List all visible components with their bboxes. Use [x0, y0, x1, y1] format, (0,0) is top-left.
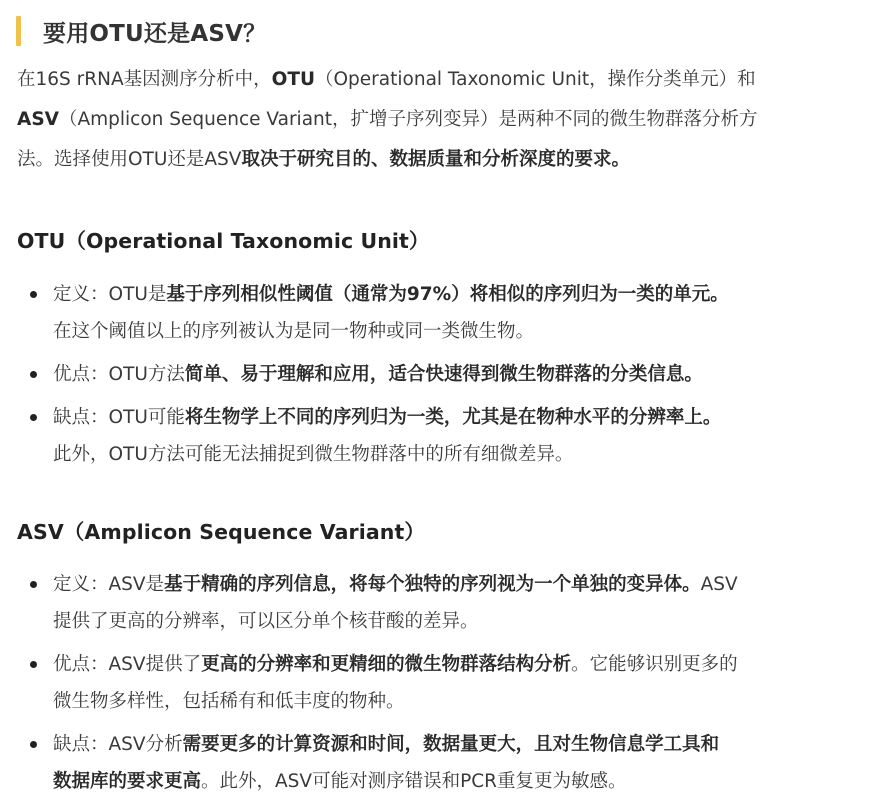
intro-text: （Operational Taxonomic Unit，操作分类单元）和 — [315, 69, 756, 90]
item-label: 优点： — [53, 364, 109, 385]
bullet-icon — [30, 371, 37, 378]
section-heading — [16, 12, 266, 50]
intro-paragraph — [17, 60, 867, 180]
item-text: 。它能够识别更多的 — [571, 654, 738, 675]
item-text: 此外，OTU方法可能无法捕捉到微生物群落中的所有细微差异。 — [53, 444, 574, 465]
heading-accent-bar — [16, 16, 21, 46]
item-label: 优点： — [53, 654, 109, 675]
item-text: 提供了更高的分辨率，可以区分单个核苷酸的差异。 — [53, 611, 479, 632]
list-item — [0, 356, 885, 393]
item-label: 定义： — [53, 284, 109, 305]
page-title: 要用OTU还是ASV？ — [43, 20, 267, 47]
item-bold-text: 更高的分辨率和更精细的微生物群落结构分析 — [201, 654, 572, 675]
item-bold-text: 简单、易于理解和应用，适合快速得到微生物群落的分类信息。 — [184, 364, 703, 385]
intro-text: 法。选择使用OTU还是ASV — [17, 149, 242, 170]
bullet-icon — [30, 291, 37, 298]
list-item — [0, 566, 885, 640]
intro-text: （Amplicon Sequence Variant，扩增子序列变异）是两种不同的微生物群落分析方 — [58, 109, 758, 130]
intro-line-2 — [17, 100, 867, 140]
item-label: 定义： — [53, 574, 109, 595]
item-text: ASV分析 — [108, 734, 183, 755]
item-text: 微生物多样性，包括稀有和低丰度的物种。 — [53, 691, 405, 712]
item-text: 。此外，ASV可能对测序错误和PCR重复更为敏感。 — [201, 771, 627, 792]
list-item — [0, 646, 885, 720]
list-item — [0, 399, 885, 473]
item-text: OTU是 — [108, 284, 167, 305]
item-bold-text: 基于序列相似性阈值（通常为97%）将相似的序列归为一类的单元。 — [166, 284, 729, 305]
item-bold-text: 数据库的要求更高 — [53, 771, 202, 792]
item-text: ASV提供了 — [108, 654, 202, 675]
intro-line-3 — [17, 140, 867, 180]
item-text: ASV是 — [108, 574, 165, 595]
otu-section-title: OTU（Operational Taxonomic Unit） — [17, 229, 430, 253]
item-label: 缺点： — [53, 734, 109, 755]
list-item — [0, 726, 885, 800]
otu-list — [0, 276, 885, 479]
intro-bold-otu: OTU — [271, 69, 315, 90]
intro-bold-conclusion: 取决于研究目的、数据质量和分析深度的要求。 — [241, 149, 630, 170]
item-text: OTU方法 — [108, 364, 185, 385]
bullet-icon — [30, 581, 37, 588]
asv-list — [0, 566, 885, 806]
item-text: 在这个阈值以上的序列被认为是同一物种或同一类微生物。 — [53, 321, 535, 342]
intro-bold-asv: ASV — [17, 109, 59, 130]
item-label: 缺点： — [53, 407, 109, 428]
list-item — [0, 276, 885, 350]
asv-section-title: ASV（Amplicon Sequence Variant） — [17, 520, 425, 544]
intro-text: 在16S rRNA基因测序分析中， — [17, 69, 272, 90]
item-text: ASV — [700, 574, 738, 595]
item-bold-text: 需要更多的计算资源和时间，数据量更大，且对生物信息学工具和 — [182, 734, 720, 755]
bullet-icon — [30, 741, 37, 748]
bullet-icon — [30, 414, 37, 421]
bullet-icon — [30, 661, 37, 668]
item-bold-text: 基于精确的序列信息，将每个独特的序列视为一个单独的变异体。 — [164, 574, 701, 595]
intro-line-1 — [17, 60, 867, 100]
item-bold-text: 将生物学上不同的序列归为一类，尤其是在物种水平的分辨率上。 — [184, 407, 722, 428]
item-text: OTU可能 — [108, 407, 185, 428]
